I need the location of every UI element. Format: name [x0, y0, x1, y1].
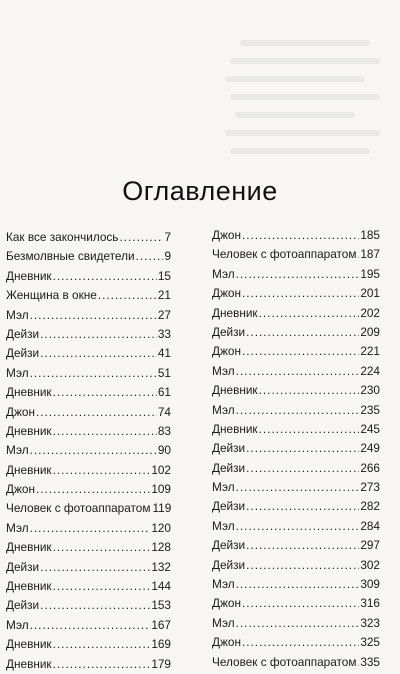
- toc-leader-dots: [242, 284, 359, 303]
- toc-entry-page: 323: [360, 615, 380, 630]
- toc-leader-dots: [236, 478, 360, 497]
- toc-entry-page: 221: [360, 344, 380, 359]
- toc-entry-page: 167: [151, 617, 171, 632]
- toc-leader-dots: [119, 228, 163, 247]
- toc-leader-dots: [40, 558, 150, 577]
- toc-leader-dots: [53, 655, 151, 674]
- toc-entry-title: Мэл: [6, 520, 29, 535]
- toc-entry: [212, 575, 380, 594]
- toc-entry-page: 224: [360, 363, 380, 378]
- toc-entry: [6, 577, 171, 596]
- toc-entry-title: Дневник: [212, 383, 258, 398]
- toc-entry-title: Дейзи: [6, 559, 40, 574]
- toc-entry-title: Мэл: [6, 365, 29, 380]
- toc-leader-dots: [40, 596, 150, 615]
- toc-leader-dots: [236, 362, 360, 381]
- toc-leader-dots: [242, 633, 359, 652]
- toc-entry-title: Джон: [6, 482, 35, 497]
- toc-entry-title: Дейзи: [212, 441, 246, 456]
- toc-entry-title: Дневник: [6, 540, 52, 555]
- toc-title: Оглавление: [122, 176, 278, 206]
- toc-entry: [212, 614, 380, 633]
- toc-entry-page: 33: [157, 326, 171, 341]
- toc-entry: [212, 594, 380, 613]
- toc-leader-dots: [242, 342, 359, 361]
- toc-entry-page: 9: [164, 249, 171, 264]
- toc-entry: [6, 228, 171, 247]
- toc-entry: [6, 480, 171, 499]
- toc-entry-page: 83: [157, 423, 171, 438]
- toc-entry: [6, 519, 171, 538]
- toc-leader-dots: [30, 306, 157, 325]
- toc-entry: [6, 616, 171, 635]
- toc-entry: [6, 422, 171, 441]
- toc-entry-page: 266: [360, 460, 380, 475]
- toc-entry-title: Как все закончилось: [6, 230, 119, 244]
- toc-entry-page: 235: [360, 402, 380, 417]
- toc-leader-dots: [236, 517, 360, 536]
- toc-entry-page: 273: [360, 480, 380, 495]
- toc-entry-page: 153: [151, 598, 171, 613]
- toc-entry: [6, 247, 171, 266]
- toc-entry: [212, 284, 380, 303]
- toc-entry-page: 302: [360, 557, 380, 572]
- toc-entry-title: Дневник: [6, 268, 52, 283]
- toc-entry-page: 132: [151, 559, 171, 574]
- toc-entry-page: 90: [157, 443, 171, 458]
- toc-entry: [212, 245, 380, 264]
- toc-entry-title: Дневник: [6, 579, 52, 594]
- toc-entry: [6, 461, 171, 480]
- toc-entry-title: Человек с фотоаппаратом: [212, 247, 357, 262]
- toc-leader-dots: [236, 265, 360, 284]
- toc-entry-title: Мэл: [212, 480, 235, 495]
- toc-leader-dots: [259, 420, 360, 439]
- toc-leader-dots: [53, 577, 151, 596]
- toc-entry-page: 21: [157, 288, 171, 303]
- toc-entry-title: Мэл: [212, 615, 235, 630]
- toc-entry: [212, 556, 380, 575]
- toc-entry: [6, 383, 171, 402]
- toc-entry-page: 41: [157, 346, 171, 361]
- toc-entry-title: Джон: [212, 228, 241, 242]
- toc-entry: [6, 499, 171, 518]
- toc-entry: [6, 325, 171, 344]
- toc-entry-page: 209: [360, 324, 380, 339]
- toc-right-column: [212, 226, 380, 672]
- toc-entry-title: Человек с фотоаппаратом: [6, 501, 151, 516]
- toc-entry-title: Мэл: [6, 307, 29, 322]
- toc-entry-page: 249: [360, 441, 380, 456]
- toc-entry: [6, 441, 171, 460]
- toc-leader-dots: [357, 653, 359, 672]
- toc-leader-dots: [53, 267, 157, 286]
- toc-entry: [212, 323, 380, 342]
- toc-entry: [6, 286, 171, 305]
- toc-leader-dots: [30, 616, 151, 635]
- toc-entry: [212, 401, 380, 420]
- toc-left-column: [6, 228, 171, 674]
- toc-entry-page: 144: [151, 579, 171, 594]
- toc-leader-dots: [236, 575, 360, 594]
- toc-leader-dots: [53, 538, 151, 557]
- toc-entry-page: 169: [151, 637, 171, 652]
- toc-entry: [6, 267, 171, 286]
- toc-entry-page: 102: [151, 462, 171, 477]
- toc-entry: [6, 344, 171, 363]
- toc-entry-page: 109: [151, 482, 171, 497]
- toc-entry-title: Дейзи: [212, 499, 246, 514]
- toc-entry-title: Мэл: [212, 266, 235, 281]
- toc-leader-dots: [136, 247, 164, 266]
- toc-entry-title: Дневник: [6, 423, 52, 438]
- toc-leader-dots: [242, 594, 359, 613]
- toc-leader-dots: [246, 497, 359, 516]
- toc-entry-page: 201: [360, 286, 380, 301]
- toc-entry-page: 185: [360, 228, 380, 242]
- toc-entry-page: 282: [360, 499, 380, 514]
- toc-leader-dots: [36, 480, 150, 499]
- toc-entry: [212, 497, 380, 516]
- toc-entry-title: Мэл: [212, 577, 235, 592]
- toc-entry-title: Джон: [212, 635, 241, 650]
- toc-entry: [6, 655, 171, 674]
- toc-leader-dots: [36, 403, 157, 422]
- toc-entry: [6, 538, 171, 557]
- toc-entry-title: Мэл: [212, 402, 235, 417]
- toc-entry-title: Дейзи: [212, 460, 246, 475]
- toc-entry-page: 128: [151, 540, 171, 555]
- toc-leader-dots: [357, 245, 359, 264]
- toc-entry: [212, 653, 380, 672]
- toc-leader-dots: [246, 459, 359, 478]
- toc-entry-page: 309: [360, 577, 380, 592]
- toc-entry-page: 284: [360, 518, 380, 533]
- toc-entry: [6, 635, 171, 654]
- toc-entry-page: 120: [151, 520, 171, 535]
- toc-entry: [212, 459, 380, 478]
- toc-entry-title: Джон: [212, 596, 241, 611]
- toc-entry-title: Джон: [212, 286, 241, 301]
- toc-entry-title: Мэл: [212, 363, 235, 378]
- toc-entry-page: 195: [360, 266, 380, 281]
- toc-entry-title: Дневник: [212, 421, 258, 436]
- toc-entry: [6, 558, 171, 577]
- toc-entry: [212, 633, 380, 652]
- toc-entry-title: Дейзи: [6, 326, 40, 341]
- toc-entry-page: 335: [360, 654, 380, 669]
- toc-entry-page: 179: [151, 656, 171, 671]
- toc-entry-title: Дневник: [6, 462, 52, 477]
- toc-entry-title: Дейзи: [6, 346, 40, 361]
- toc-entry-title: Дневник: [6, 656, 52, 671]
- toc-entry: [212, 478, 380, 497]
- toc-leader-dots: [242, 226, 359, 245]
- toc-entry-title: Дневник: [6, 637, 52, 652]
- toc-entry-page: 119: [152, 501, 172, 516]
- toc-entry: [6, 403, 171, 422]
- toc-leader-dots: [98, 286, 157, 305]
- toc-leader-dots: [40, 325, 157, 344]
- toc-entry: [212, 536, 380, 555]
- toc-entry-title: Дейзи: [6, 598, 40, 613]
- toc-leader-dots: [236, 614, 360, 633]
- toc-entry-page: 51: [157, 365, 171, 380]
- toc-entry-title: Дневник: [6, 385, 52, 400]
- toc-entry: [212, 226, 380, 245]
- toc-entry-title: Джон: [212, 344, 241, 359]
- toc-leader-dots: [30, 364, 157, 383]
- toc-entry: [212, 304, 380, 323]
- toc-entry-title: Джон: [6, 404, 35, 419]
- toc-entry: [212, 342, 380, 361]
- toc-leader-dots: [236, 401, 360, 420]
- toc-entry-page: 297: [360, 538, 380, 553]
- toc-entry-title: Человек с фотоаппаратом: [212, 654, 357, 669]
- toc-leader-dots: [259, 304, 360, 323]
- toc-entry-title: Дейзи: [212, 557, 246, 572]
- toc-entry: [6, 306, 171, 325]
- toc-entry-title: Женщина в окне: [6, 288, 97, 303]
- toc-entry-page: 7: [164, 230, 171, 244]
- toc-leader-dots: [53, 635, 151, 654]
- toc-leader-dots: [53, 461, 151, 480]
- toc-entry-title: Мэл: [212, 518, 235, 533]
- toc-entry-title: Мэл: [6, 617, 29, 632]
- toc-leader-dots: [246, 439, 359, 458]
- toc-entry: [212, 265, 380, 284]
- toc-leader-dots: [40, 344, 157, 363]
- toc-entry-page: 202: [360, 305, 380, 320]
- bleed-through-text: [0, 0, 400, 180]
- toc-entry: [212, 439, 380, 458]
- toc-entry-title: Мэл: [6, 443, 29, 458]
- toc-leader-dots: [53, 383, 157, 402]
- toc-entry-title: Дейзи: [212, 538, 246, 553]
- toc-leader-dots: [259, 381, 360, 400]
- toc-entry-page: 230: [360, 383, 380, 398]
- toc-entry-page: 325: [360, 635, 380, 650]
- toc-leader-dots: [246, 536, 359, 555]
- toc-entry-page: 187: [360, 247, 380, 262]
- toc-entry-page: 61: [157, 385, 171, 400]
- toc-entry-title: Безмолвные свидетели: [6, 249, 135, 264]
- toc-entry: [6, 364, 171, 383]
- toc-leader-dots: [30, 441, 157, 460]
- toc-entry-page: 27: [157, 307, 171, 322]
- toc-leader-dots: [246, 323, 359, 342]
- toc-entry-page: 316: [360, 596, 380, 611]
- toc-entry: [212, 381, 380, 400]
- toc-entry-title: Дневник: [212, 305, 258, 320]
- toc-leader-dots: [30, 519, 151, 538]
- toc-entry-page: 15: [157, 268, 171, 283]
- toc-entry-page: 245: [360, 421, 380, 436]
- toc-entry: [212, 420, 380, 439]
- toc-leader-dots: [246, 556, 359, 575]
- toc-entry-title: Дейзи: [212, 324, 246, 339]
- toc-leader-dots: [53, 422, 157, 441]
- toc-entry: [212, 362, 380, 381]
- toc-entry: [212, 517, 380, 536]
- toc-entry: [6, 596, 171, 615]
- toc-entry-page: 74: [157, 404, 171, 419]
